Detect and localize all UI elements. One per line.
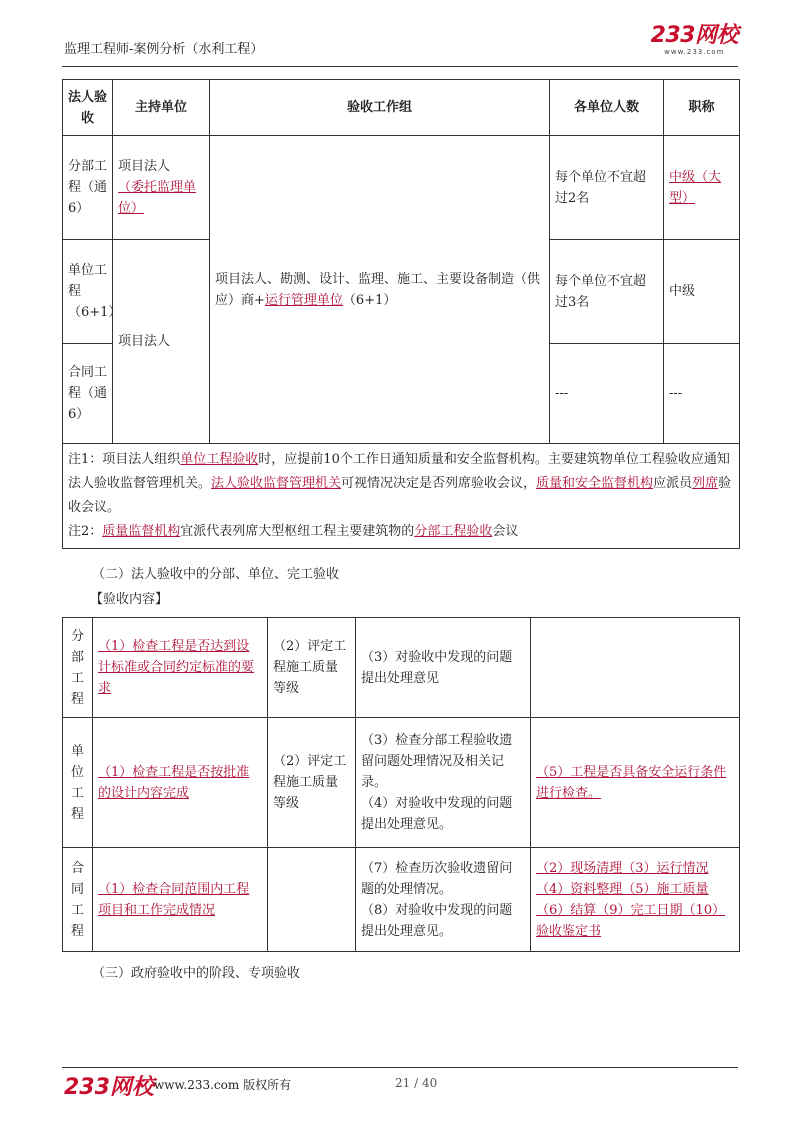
table-row — [63, 618, 740, 718]
content-highlight: （2）现场清理（3）运行情况（4）资料整理（5）施工质量（6）结算（9）完工日期（10）验收鉴定书 — [536, 860, 726, 939]
note2-highlight: 质量监督机构 — [102, 524, 181, 539]
note1-text: 可视情况决定是否列席验收会议， — [341, 476, 537, 491]
note1-text: 时，应提前10个工作日通知质量和安全监督机构。主要建筑物单位工程验收应通知法人验收监督管理机关。 — [68, 452, 730, 491]
page-footer — [62, 1067, 738, 1098]
host-cell — [113, 136, 210, 240]
notes-cell — [63, 444, 740, 549]
note2-highlight: 分部工程验收 — [414, 524, 493, 539]
content-cell — [93, 718, 268, 848]
notes-row — [63, 444, 740, 549]
note1-text: 应派员 — [653, 476, 693, 491]
acceptance-organization-table — [62, 79, 740, 549]
content-cell — [531, 848, 740, 952]
note2-text: 注2： — [68, 524, 103, 539]
section-subheading: 【验收内容】 — [90, 592, 169, 607]
table-row — [63, 136, 740, 240]
page-header — [62, 20, 738, 67]
content-cell — [356, 718, 531, 848]
content-cell: （2）评定工程施工质量等级 — [268, 618, 356, 718]
content-cell — [356, 848, 531, 952]
content-highlight: （1）检查合同范围内工程项目和工作完成情况 — [98, 881, 250, 918]
table-row — [63, 718, 740, 848]
group-suffix: （6+1） — [342, 292, 397, 308]
host-text: 项目法人 — [118, 159, 171, 174]
title-cell — [664, 136, 740, 240]
acceptance-content-table — [62, 617, 740, 952]
content-cell: （2）评定工程施工质量等级 — [268, 718, 356, 848]
col-header-count: 各单位人数 — [550, 80, 664, 136]
content-text: （7）检查历次验收遗留问题的处理情况。 — [361, 860, 513, 897]
col-header-title: 职称 — [664, 80, 740, 136]
title-cell: 中级 — [664, 240, 740, 344]
row-type: 单位工程 — [63, 718, 93, 848]
page-number: 21 / 40 — [395, 1076, 438, 1090]
table-row — [63, 848, 740, 952]
col-header-type: 法人验收 — [63, 80, 113, 136]
note1-text: 验收会议。 — [68, 476, 732, 515]
content-cell — [531, 718, 740, 848]
host-highlight: （委托监理单位） — [118, 180, 197, 216]
content-highlight: （1）检查工程是否达到设计标准或合同约定标准的要求 — [98, 639, 255, 696]
row-type: 合同工程 — [63, 848, 93, 952]
row-type: 单位工程（6+1） — [63, 240, 113, 344]
section-heading: （二）法人验收中的分部、单位、完工验收 — [92, 567, 340, 582]
footer-logo[interactable]: 233网校 — [64, 1075, 154, 1100]
group-cell — [210, 136, 550, 444]
logo-brand-text: 233网校 — [650, 23, 738, 48]
group-highlight: 运行管理单位 — [264, 292, 343, 308]
note1-highlight: 法人验收监督管理机关 — [211, 476, 342, 491]
note1-highlight: 质量和安全监督机构 — [536, 476, 654, 491]
footer-copyright: www.233.com 版权所有 — [154, 1078, 292, 1092]
content-text: （8）对验收中发现的问题提出处理意见。 — [361, 902, 513, 939]
note1-highlight: 列席 — [692, 476, 719, 491]
content-highlight: （5）工程是否具备安全运行条件进行检查。 — [536, 764, 727, 801]
count-cell: 每个单位不宜超过3名 — [550, 240, 664, 344]
row-type: 合同工程（通6） — [63, 344, 113, 444]
title-highlight: 中级（大型） — [669, 169, 722, 206]
content-cell: （3）对验收中发现的问题提出处理意见 — [356, 618, 531, 718]
content-cell — [268, 848, 356, 952]
document-title: 监理工程师-案例分析（水利工程） — [64, 42, 264, 57]
col-header-host: 主持单位 — [113, 80, 210, 136]
count-cell: --- — [550, 344, 664, 444]
note1-text: 注1：项目法人组织 — [68, 452, 181, 467]
section-heading: （三）政府验收中的阶段、专项验收 — [92, 966, 301, 981]
logo-url-text: www.233.com — [664, 48, 725, 56]
content-highlight: （1）检查工程是否按批准的设计内容完成 — [98, 764, 250, 801]
table-header-row — [63, 80, 740, 136]
row-type: 分部工程 — [63, 618, 93, 718]
group-text: 项目法人、勘测、设计、监理、施工、主要设备制造（供应）商+ — [215, 271, 541, 308]
content-cell — [531, 618, 740, 718]
note2-text: 会议 — [492, 524, 519, 539]
col-header-group: 验收工作组 — [210, 80, 550, 136]
content-cell — [93, 618, 268, 718]
count-cell: 每个单位不宜超过2名 — [550, 136, 664, 240]
content-cell — [93, 848, 268, 952]
note2-text: 宜派代表列席大型枢纽工程主要建筑物的 — [180, 524, 415, 539]
note1-highlight: 单位工程验收 — [180, 452, 259, 467]
host-cell: 项目法人 — [113, 240, 210, 444]
content-text: （3）检查分部工程验收遗留问题处理情况及相关记录。 — [361, 733, 513, 790]
row-type: 分部工程（通6） — [63, 136, 113, 240]
title-cell: --- — [664, 344, 740, 444]
content-text: （4）对验收中发现的问题提出处理意见。 — [361, 796, 513, 832]
brand-logo[interactable] — [651, 24, 738, 56]
